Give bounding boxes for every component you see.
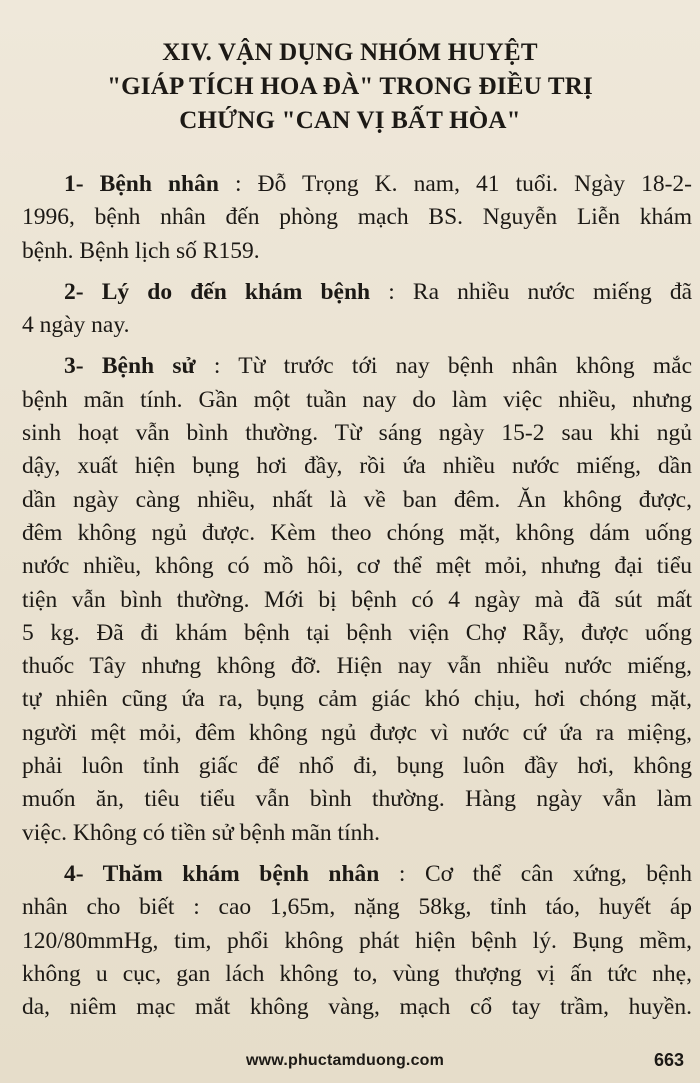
section-heading: 2- Lý do đến khám bệnh [64, 278, 371, 305]
text-line: dậy, xuất hiện bụng hơi đầy, rồi ứa nhiều nước miếng, dần [22, 453, 692, 480]
text-line: muốn ăn, tiêu tiểu vẫn bình thường. Hàng ngày vẫn làm [22, 786, 692, 813]
text-line: đêm không ngủ được. Kèm theo chóng mặt, không dám uống [22, 519, 692, 546]
page-number: 663 [653, 1050, 684, 1070]
text-line: : Ra nhiều nước miếng đã [370, 278, 693, 305]
text-line: 4 ngày nay. [22, 312, 130, 339]
title-line-1: XIV. VẬN DỤNG NHÓM HUYỆT [162, 39, 538, 66]
text-line: dần ngày càng nhiều, nhất là về ban đêm. Ăn không được, [22, 486, 692, 513]
section-history [22, 350, 692, 849]
text-line: việc. Không có tiền sử bệnh mãn tính. [22, 819, 380, 846]
text-line: bệnh mãn tính. Gần một tuần nay do làm việc nhiều, nhưng [22, 386, 692, 413]
chapter-title [40, 36, 660, 138]
text-line: sinh hoạt vẫn bình thường. Từ sáng ngày 15-2 sau khi ngủ [22, 420, 692, 447]
section-reason [22, 276, 692, 343]
title-line-2: "GIÁP TÍCH HOA ĐÀ" TRONG ĐIỀU TRỊ [107, 73, 593, 100]
section-heading: 1- Bệnh nhân [64, 171, 219, 197]
text-line: : Đỗ Trọng K. nam, 41 tuổi. Ngày 18-2- [218, 171, 692, 197]
section-heading: 4- Thăm khám bệnh nhân [64, 860, 380, 887]
text-line: da, niêm mạc mắt không vàng, mạch cổ tay trầm, huyền. [22, 994, 692, 1021]
text-line: thuốc Tây nhưng không đỡ. Hiện nay vẫn nhiều nước miếng, [22, 653, 692, 680]
text-line: : Từ trước tới nay bệnh nhân không mắc [195, 353, 692, 380]
body-text [22, 168, 692, 1032]
text-line: không u cục, gan lách không to, vùng thượng vị ấn tức nhẹ, [22, 960, 692, 987]
text-line: người mệt mỏi, đêm không ngủ được vì nước cứ ứa ra miệng, [22, 719, 692, 746]
text-line: 5 kg. Đã đi khám bệnh tại bệnh viện Chợ Rẫy, được uống [22, 619, 692, 646]
title-line-3: CHỨNG "CAN VỊ BẤT HÒA" [179, 107, 521, 134]
text-line: : Cơ thể cân xứng, bệnh [379, 860, 692, 887]
section-heading: 3- Bệnh sử [64, 353, 196, 380]
section-examination [22, 858, 692, 1024]
section-patient [22, 168, 692, 268]
text-line: tự nhiên cũng ứa ra, bụng cảm giác khó chịu, hơi chóng mặt, [22, 686, 692, 713]
text-line: 1996, bệnh nhân đến phòng mạch BS. Nguyễn Liễn khám [22, 204, 692, 231]
page-footer [0, 1050, 700, 1076]
text-line: nước nhiều, không có mồ hôi, cơ thể mệt mỏi, nhưng đại tiểu [22, 553, 692, 580]
text-line: tiện vẫn bình thường. Mới bị bệnh có 4 ngày mà đã sút mất [22, 586, 692, 613]
text-line: 120/80mmHg, tim, phổi không phát hiện bệnh lý. Bụng mềm, [22, 927, 692, 954]
website-url: www.phuctamduong.com [246, 1052, 445, 1069]
text-line: phải luôn tỉnh giấc để nhổ đi, bụng luôn đầy hơi, không [22, 753, 692, 780]
text-line: nhân cho biết : cao 1,65m, nặng 58kg, tỉnh táo, huyết áp [22, 894, 692, 921]
text-line: bệnh. Bệnh lịch số R159. [22, 237, 260, 264]
